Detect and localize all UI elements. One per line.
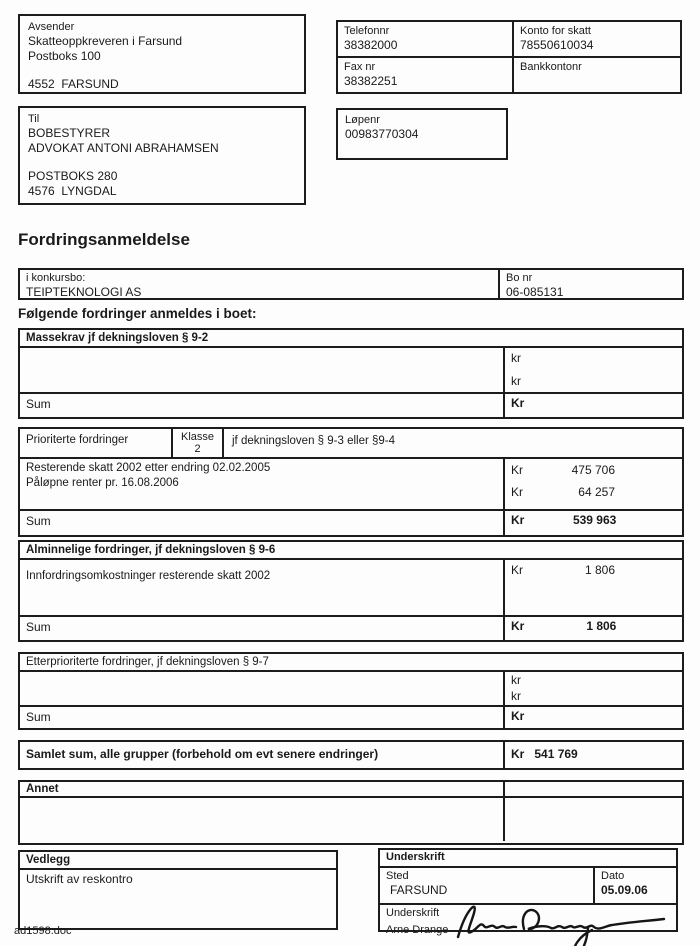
section-annet (18, 780, 684, 845)
alminnelige-sum-value: 1 806 (586, 619, 617, 633)
etterprioriterte-amount-cell (503, 672, 682, 705)
contact-table (336, 20, 682, 94)
total-label: Samlet sum, alle grupper (forbehold om evt senere endringer) (26, 747, 379, 761)
konto-value: 78550610034 (520, 38, 594, 52)
prioriterte-ref: jf dekningsloven § 9-3 eller §9-4 (232, 435, 396, 447)
etterprioriterte-kr1: kr (511, 673, 521, 687)
dato-label: Dato (601, 870, 625, 882)
section-massekrav (18, 328, 684, 419)
prioriterte-line2: Påløpne renter pr. 16.08.2006 (26, 477, 179, 489)
alminnelige-sum-row (20, 615, 682, 640)
section-alminnelige (18, 540, 684, 642)
lopenr-box (336, 108, 508, 160)
vedlegg-content: Utskrift av reskontro (26, 872, 133, 886)
prioriterte-header: Prioriterte fordringer (20, 429, 173, 457)
annet-amount-cell (503, 798, 682, 841)
massekrav-sum-cell (503, 394, 682, 417)
recipient-line4: 4576 LYNGDAL (28, 184, 117, 198)
bank-cell (514, 58, 680, 92)
sender-name: Skatteoppkreveren i Farsund (28, 34, 183, 48)
etterprioriterte-description-cell (20, 672, 503, 705)
massekrav-kr1: kr (511, 351, 521, 365)
alminnelige-sum-kr: Kr (511, 619, 525, 633)
prioriterte-sum-value: 539 963 (572, 513, 617, 527)
prioriterte-body (20, 459, 682, 509)
page-title: Fordringsanmeldelse (18, 230, 190, 249)
prioriterte-line1: Resterende skatt 2002 etter endring 02.02.2005 (26, 462, 271, 474)
alminnelige-kr1: Kr (511, 563, 523, 577)
total-kr: Kr (511, 747, 525, 761)
alminnelige-amount1: 1 806 (584, 563, 615, 577)
alminnelige-amount-cell (503, 560, 682, 615)
konkursbo-cell (20, 270, 500, 298)
signature-bottom-row (380, 905, 676, 938)
bank-label: Bankkontonr (520, 61, 582, 73)
recipient-line3: POSTBOKS 280 (28, 169, 118, 183)
etterprioriterte-sum-label: Sum (26, 710, 51, 724)
alminnelige-sum-label: Sum (26, 620, 51, 634)
klasse-value: 2 (194, 443, 201, 455)
sted-label: Sted (386, 870, 409, 882)
massekrav-sum-value (524, 396, 616, 411)
sender-address: Postboks 100 (28, 49, 101, 63)
recipient-line1: BOBESTYRER (28, 126, 111, 140)
konto-label: Konto for skatt (520, 25, 591, 37)
alminnelige-sum-cell (503, 617, 682, 640)
etterprioriterte-sum-kr: Kr (511, 709, 525, 723)
recipient-label: Til (28, 113, 40, 125)
annet-label: Annet (20, 782, 503, 798)
dato-value: 05.09.06 (601, 883, 648, 897)
bonr-value: 06-085131 (506, 285, 564, 299)
prioriterte-header-row (20, 429, 682, 459)
klasse-label: Klasse (180, 431, 215, 443)
prioriterte-sum-row (20, 509, 682, 535)
spacer (28, 64, 296, 77)
sender-label: Avsender (28, 21, 75, 33)
prioriterte-sum-kr: Kr (511, 513, 525, 527)
sender-box (18, 14, 306, 94)
annet-header-row (20, 782, 682, 798)
vedlegg-label: Vedlegg (20, 852, 336, 870)
section-prioriterte (18, 427, 684, 537)
footer-filename: ad1598.doc (14, 925, 72, 937)
prioriterte-kr1: Kr (511, 463, 523, 477)
prioriterte-klasse-cell (173, 429, 224, 457)
massekrav-kr2: kr (511, 374, 521, 388)
etterprioriterte-sum-row (20, 705, 682, 728)
phone-value: 38382000 (344, 38, 398, 52)
prioriterte-amount1: 475 706 (571, 463, 615, 477)
handwritten-signature-icon (452, 897, 682, 946)
phone-label: Telefonnr (344, 25, 390, 37)
prioriterte-kr2: Kr (511, 485, 523, 499)
spacer (28, 156, 296, 169)
alminnelige-header: Alminnelige fordringer, jf dekningsloven § 9-6 (20, 542, 682, 560)
lopenr-value: 00983770304 (345, 127, 419, 141)
signer-name: Arne Drange (386, 924, 449, 936)
sender-postal: 4552 FARSUND (28, 77, 119, 91)
alminnelige-line1: Innfordringsomkostninger resterende skatt 2002 (26, 570, 271, 582)
bonr-cell (500, 270, 682, 298)
alminnelige-body (20, 560, 682, 615)
prioriterte-sum-label: Sum (26, 514, 51, 528)
massekrav-sum-kr: Kr (511, 396, 525, 410)
konkursbo-label: i konkursbo: (26, 272, 86, 284)
etterprioriterte-header: Etterprioriterte fordringer, jf dekningsloven § 9-7 (20, 654, 682, 672)
massekrav-amount-cell (503, 348, 682, 392)
massekrav-sum-label: Sum (26, 397, 51, 411)
massekrav-body (20, 348, 682, 392)
massekrav-header: Massekrav jf dekningsloven § 9-2 (20, 330, 682, 348)
phone-cell (338, 22, 514, 58)
section-etterprioriterte (18, 652, 684, 730)
total-sum-row (18, 740, 684, 770)
prioriterte-sum-cell (503, 511, 682, 535)
bonr-label: Bo nr (506, 272, 533, 284)
recipient-line2: ADVOKAT ANTONI ABRAHAMSEN (28, 141, 219, 155)
sted-value: FARSUND (390, 883, 448, 897)
etterprioriterte-sum-value (524, 709, 616, 724)
konkursbo-name: TEIPTEKNOLOGI AS (26, 285, 142, 299)
etterprioriterte-body (20, 672, 682, 705)
fax-cell (338, 58, 514, 92)
fax-label: Fax nr (344, 61, 376, 73)
annet-body (20, 798, 682, 841)
claims-heading: Følgende fordringer anmeldes i boet: (18, 306, 257, 321)
prioriterte-amount2: 64 257 (578, 485, 615, 499)
signature-header: Underskrift (380, 850, 676, 868)
signature-box (378, 848, 678, 936)
recipient-box (18, 106, 306, 205)
massekrav-sum-row (20, 392, 682, 417)
prioriterte-amount-cell (503, 459, 682, 509)
total-amount-cell (503, 742, 682, 768)
annet-header-amount-cell (503, 782, 682, 798)
etterprioriterte-sum-cell (503, 707, 682, 728)
konto-cell (514, 22, 680, 58)
massekrav-description-cell (20, 348, 503, 392)
underskrift-label: Underskrift (386, 907, 440, 919)
fax-value: 38382251 (344, 74, 398, 88)
attachments-box (18, 850, 338, 930)
konkursbo-box (18, 268, 684, 300)
total-value: 541 769 (534, 747, 578, 761)
etterprioriterte-kr2: kr (511, 689, 521, 703)
prioriterte-description-cell (20, 459, 503, 509)
lopenr-label: Løpenr (345, 114, 380, 126)
annet-description-cell (20, 798, 503, 841)
